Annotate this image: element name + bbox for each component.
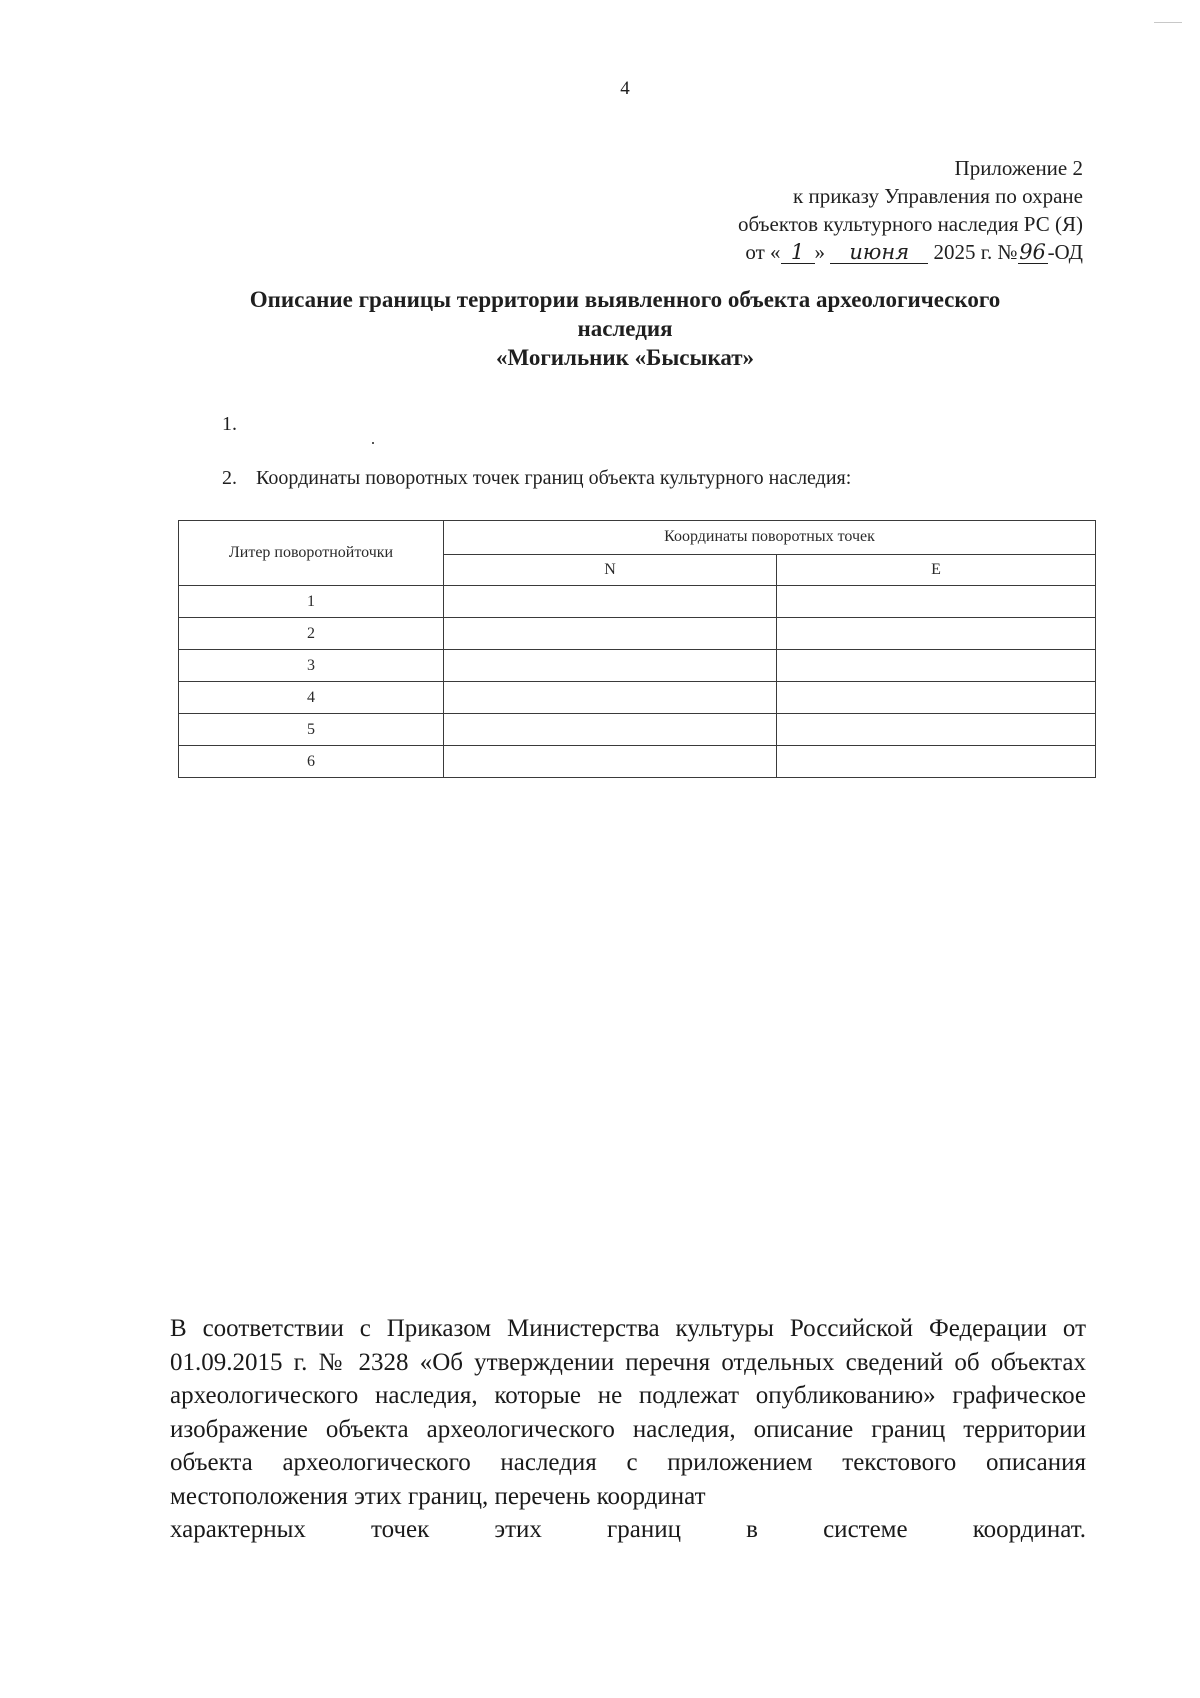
title-line-1: Описание границы территории выявленного объекта археологического	[249, 287, 1001, 312]
table-row	[179, 682, 1096, 714]
header-e: E	[777, 554, 1096, 585]
cell-point: 5	[179, 714, 444, 746]
legal-note	[170, 1312, 1086, 1547]
header-coordinates-group: Координаты поворотных точек	[444, 521, 1096, 555]
document-title	[150, 285, 1100, 372]
date-prefix: от «	[745, 240, 781, 264]
table-row	[179, 618, 1096, 650]
coordinates-table	[178, 520, 1096, 778]
cell-point: 2	[179, 618, 444, 650]
list-item-1	[222, 411, 237, 437]
header-n: N	[444, 554, 777, 585]
handwritten-day: 1	[781, 241, 815, 264]
list-item-2	[222, 465, 851, 491]
annex-authority: объектов культурного наследия РС (Я)	[738, 212, 1083, 236]
annex-order-ref: к приказу Управления по охране	[793, 184, 1083, 208]
list-item-1-number: 1.	[222, 413, 237, 435]
cell-e	[777, 746, 1096, 778]
list-item-2-text: Координаты поворотных точек границ объекта культурного наследия:	[256, 467, 852, 489]
cell-n	[444, 714, 777, 746]
cell-e	[777, 650, 1096, 682]
annex-title: Приложение 2	[954, 156, 1083, 180]
cell-point: 6	[179, 746, 444, 778]
page-number: 4	[620, 78, 630, 99]
cell-e	[777, 618, 1096, 650]
scan-corner-mark	[1154, 22, 1182, 23]
cell-n	[444, 682, 777, 714]
cell-point: 4	[179, 682, 444, 714]
cell-e	[777, 586, 1096, 618]
title-line-3: «Могильник «Бысыкат»	[495, 345, 755, 370]
table-row	[179, 650, 1096, 682]
legal-note-body: В соответствии с Приказом Министерства культуры Российской Федерации от 01.09.2015 г. № 2328 «Об утверждении перечня отдельных сведений об объектах археологического наследия, которые не подлежат опубликованию» графическое изображение объекта археологического наследия, описание границ территории объекта археологического наследия с приложением текстового описания местоположения этих границ, перечень координат	[170, 1315, 1086, 1510]
cell-n	[444, 650, 777, 682]
annex-header	[738, 154, 1083, 266]
cell-n	[444, 746, 777, 778]
header-point-letter: Литер поворотнойточки	[179, 521, 444, 586]
handwritten-month: июня	[830, 241, 928, 264]
date-mid: »	[814, 240, 826, 264]
list-item-2-number: 2.	[222, 467, 237, 489]
cell-n	[444, 586, 777, 618]
scan-speck	[372, 442, 374, 444]
table-row	[179, 714, 1096, 746]
cell-n	[444, 618, 777, 650]
annex-date-line	[738, 238, 1083, 266]
title-line-2: наследия	[577, 316, 673, 341]
cell-point: 3	[179, 650, 444, 682]
handwritten-order-number: 96	[1019, 240, 1046, 264]
cell-e	[777, 682, 1096, 714]
table-row	[179, 586, 1096, 618]
table-row	[179, 746, 1096, 778]
table-header-row	[179, 521, 1096, 555]
cell-point: 1	[179, 586, 444, 618]
date-year: 2025 г. №	[933, 240, 1018, 264]
order-suffix: -ОД	[1047, 240, 1083, 264]
legal-note-last-line: характерных точек этих границ в системе координат.	[170, 1516, 1086, 1543]
cell-e	[777, 714, 1096, 746]
